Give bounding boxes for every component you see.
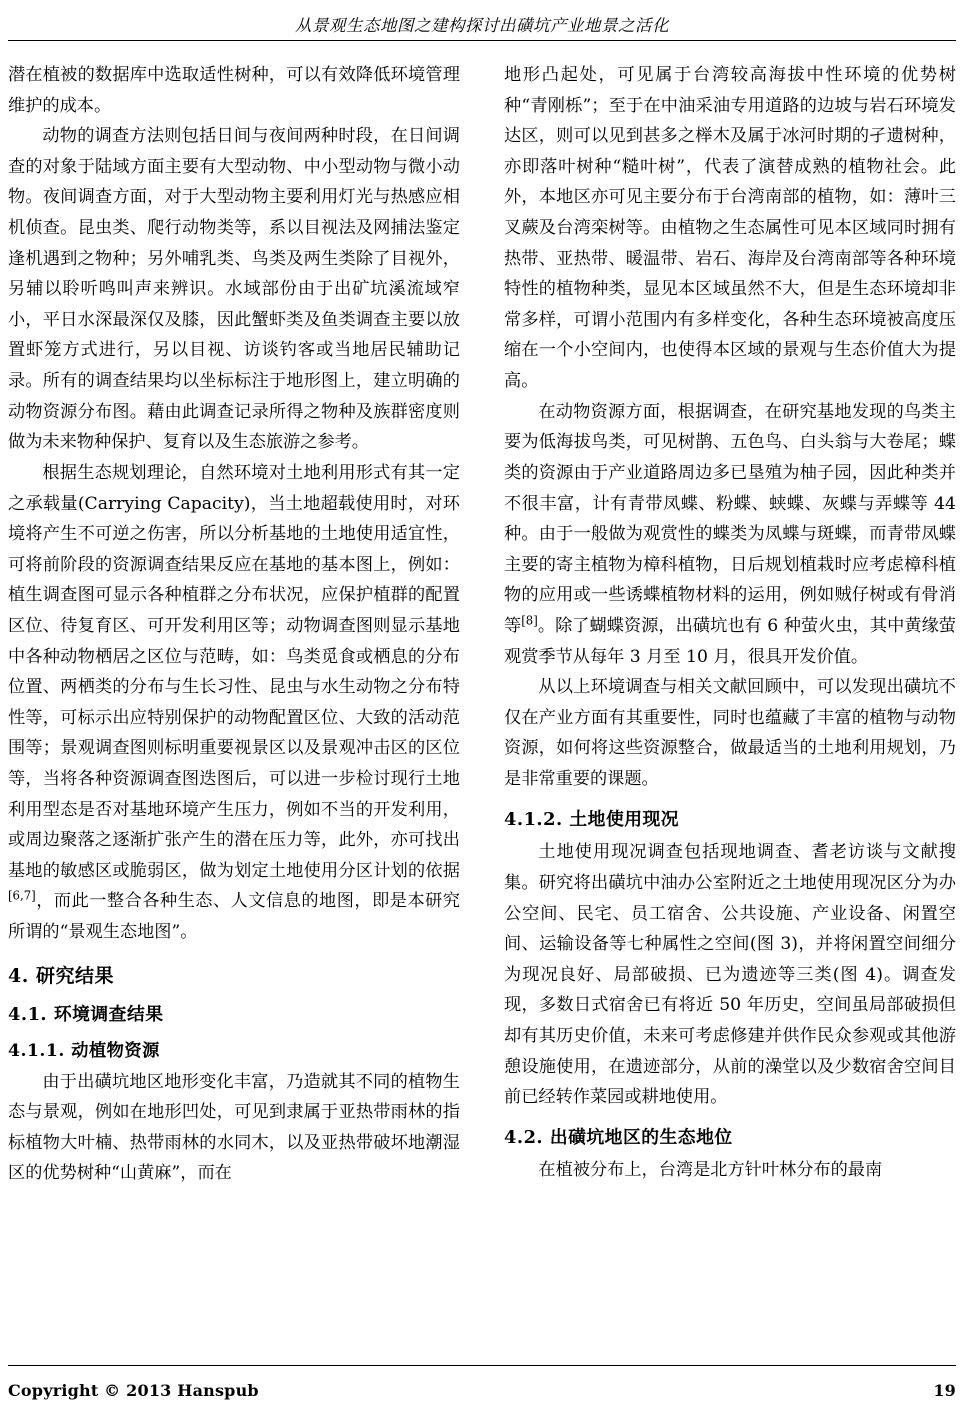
copyright-notice: Copyright © 2013 Hanspub <box>8 1381 259 1400</box>
running-head: 从景观生态地图之建构探讨出磺坑产业地景之活化 <box>295 16 669 35</box>
right-column <box>504 60 956 1346</box>
body-columns <box>8 60 956 1346</box>
paragraph-text: 在动物资源方面，根据调查，在研究基地发现的鸟类主要为低海拔鸟类，可见树鹊、五色鸟、白头翁与大卷尾；蝶类的资源由于产业道路周边多已垦殖为柚子园，因此种类并不很丰富，计有青带凤蝶、粉蝶、蛱蝶、灰蝶与弄蝶等 44 种。由于一般做为观赏性的蝶类为凤蝶与斑蝶，而青带凤蝶主要的寄主植物为樟科植物，日后规划植栽时应考虑樟科植物的应用或一些诱蝶植物材料的运用，例如贼仔树或有骨消等 <box>504 401 956 636</box>
paragraph: 地形凸起处，可见属于台湾较高海拔中性环境的优势树种“青刚栎”；至于在中油采油专用道路的边坡与岩石环境发达区，则可以见到甚多之榉木及属于冰河时期的孑遗树种，亦即落叶树种“糙叶树”，代表了演替成熟的植物社会。此外，本地区亦可见主要分布于台湾南部的植物，如：薄叶三叉蕨及台湾栾树等。由植物之生态属性可见本区域同时拥有热带、亚热带、暖温带、岩石、海岸及台湾南部等各种环境特性的植物种类，显见本区域虽然不大，但是生态环境却非常多样，可谓小范围内有多样变化，各种生态环境被高度压缩在一个小空间内，也使得本区域的景观与生态价值大为提高。 <box>504 65 956 392</box>
section-heading-4-2: 4.2. 出磺坑地区的生态地位 <box>504 1126 733 1148</box>
paragraph: 潜在植被的数据库中选取适性树种，可以有效降低环境管理维护的成本。 <box>8 65 460 116</box>
paragraph: 土地使用现况调查包括现地调查、耆老访谈与文献搜集。研究将出磺坑中油办公室附近之土地使用现况区分为办公空间、民宅、员工宿舍、公共设施、产业设备、闲置空间、运输设备等七种属性之空间(图 3)，并将闲置空间细分为现况良好、局部破损、已为遗迹等三类(图 4)。调查发现，多数日式宿舍已有将近 50 年历史，空间虽局部破损但却有其历史价值，未来可考虑修建并供作民众参观或其他游憩设施使用，在遗迹部分，从前的澡堂以及少数宿舍空间目前已经转作菜园或耕地使用。 <box>504 842 956 1108</box>
section-heading-4: 4. 研究结果 <box>8 964 114 987</box>
paragraph: 由于出磺坑地区地形变化丰富，乃造就其不同的植物生态与景观，例如在地形凹处，可见到隶属于亚热带雨林的指标植物大叶楠、热带雨林的水同木，以及亚热带破坏地潮湿区的优势树种“山黄麻”，而在 <box>8 1071 460 1184</box>
footer-divider <box>8 1365 956 1366</box>
header-divider <box>8 40 956 41</box>
paragraph <box>8 458 460 948</box>
paragraph: 在植被分布上，台湾是北方针叶林分布的最南 <box>538 1160 883 1181</box>
paragraph: 从以上环境调查与相关文献回顾中，可以发现出磺坑不仅在产业方面有其重要性，同时也蕴藏了丰富的植物与动物资源，如何将这些资源整合，做最适当的土地利用规划，乃是非常重要的课题。 <box>504 677 956 790</box>
section-heading-4-1-2: 4.1.2. 土地使用现况 <box>504 808 680 830</box>
page-footer <box>8 1381 956 1400</box>
citation-reference: [8] <box>521 613 538 628</box>
section-heading-4-1: 4.1. 环境调查结果 <box>8 1004 164 1026</box>
paragraph-text-tail: 。除了蝴蝶资源，出磺坑也有 6 种萤火虫，其中黄缘萤观赏季节从每年 3 月至 10 月，很具开发价值。 <box>504 615 956 667</box>
paragraph-text: 根据生态规划理论，自然环境对土地利用形式有其一定之承载量(Carrying Capacity)，当土地超载使用时，对环境将产生不可逆之伤害，所以分析基地的土地使用适宜性，可将前阶段的资源调查结果反应在基地的基本图上，例如：植生调查图可显示各种植群之分布状况，应保护植群的配置区位、待复育区、可开发利用区等；动物调查图则显示基地中各种动物栖居之区位与范畴，如：鸟类觅食或栖息的分布位置、两栖类的分布与生长习性、昆虫与水生动物之分布特性等，可标示出应特别保护的动物配置区位、大致的活动范围等；景观调查图则标明重要视景区以及景观冲击区的区位等，当将各种资源调查图迭图后，可以进一步检讨现行土地利用型态是否对基地环境产生压力，例如不当的开发利用，或周边聚落之逐渐扩张产生的潜在压力等，此外，亦可找出基地的敏感区或脆弱区，做为划定土地使用分区计划的依据 <box>8 462 460 881</box>
paragraph <box>504 397 956 672</box>
paragraph-text-tail: ，而此一整合各种生态、人文信息的地图，即是本研究所谓的“景观生态地图”。 <box>8 891 460 943</box>
page-number: 19 <box>933 1381 956 1400</box>
paragraph: 动物的调查方法则包括日间与夜间两种时段，在日间调查的对象于陆域方面主要有大型动物、中小型动物与微小动物。夜间调查方面，对于大型动物主要利用灯光与热感应相机侦查。昆虫类、爬行动物类等，系以目视法及网捕法鉴定逢机遇到之物种；另外哺乳类、鸟类及两生类除了目视外，另辅以聆听鸣叫声来辨识。水域部份由于出矿坑溪流域窄小，平日水深最深仅及膝，因此蟹虾类及鱼类调查主要以放置虾笼方式进行，另以目视、访谈钓客或当地居民辅助记录。所有的调查结果均以坐标标注于地形图上，建立明确的动物资源分布图。藉由此调查记录所得之物种及族群密度则做为未来物种保护、复育以及生态旅游之参考。 <box>8 126 460 453</box>
left-column <box>8 60 460 1346</box>
citation-reference: [6,7] <box>8 888 36 903</box>
section-heading-4-1-1: 4.1.1. 动植物资源 <box>8 1040 160 1061</box>
